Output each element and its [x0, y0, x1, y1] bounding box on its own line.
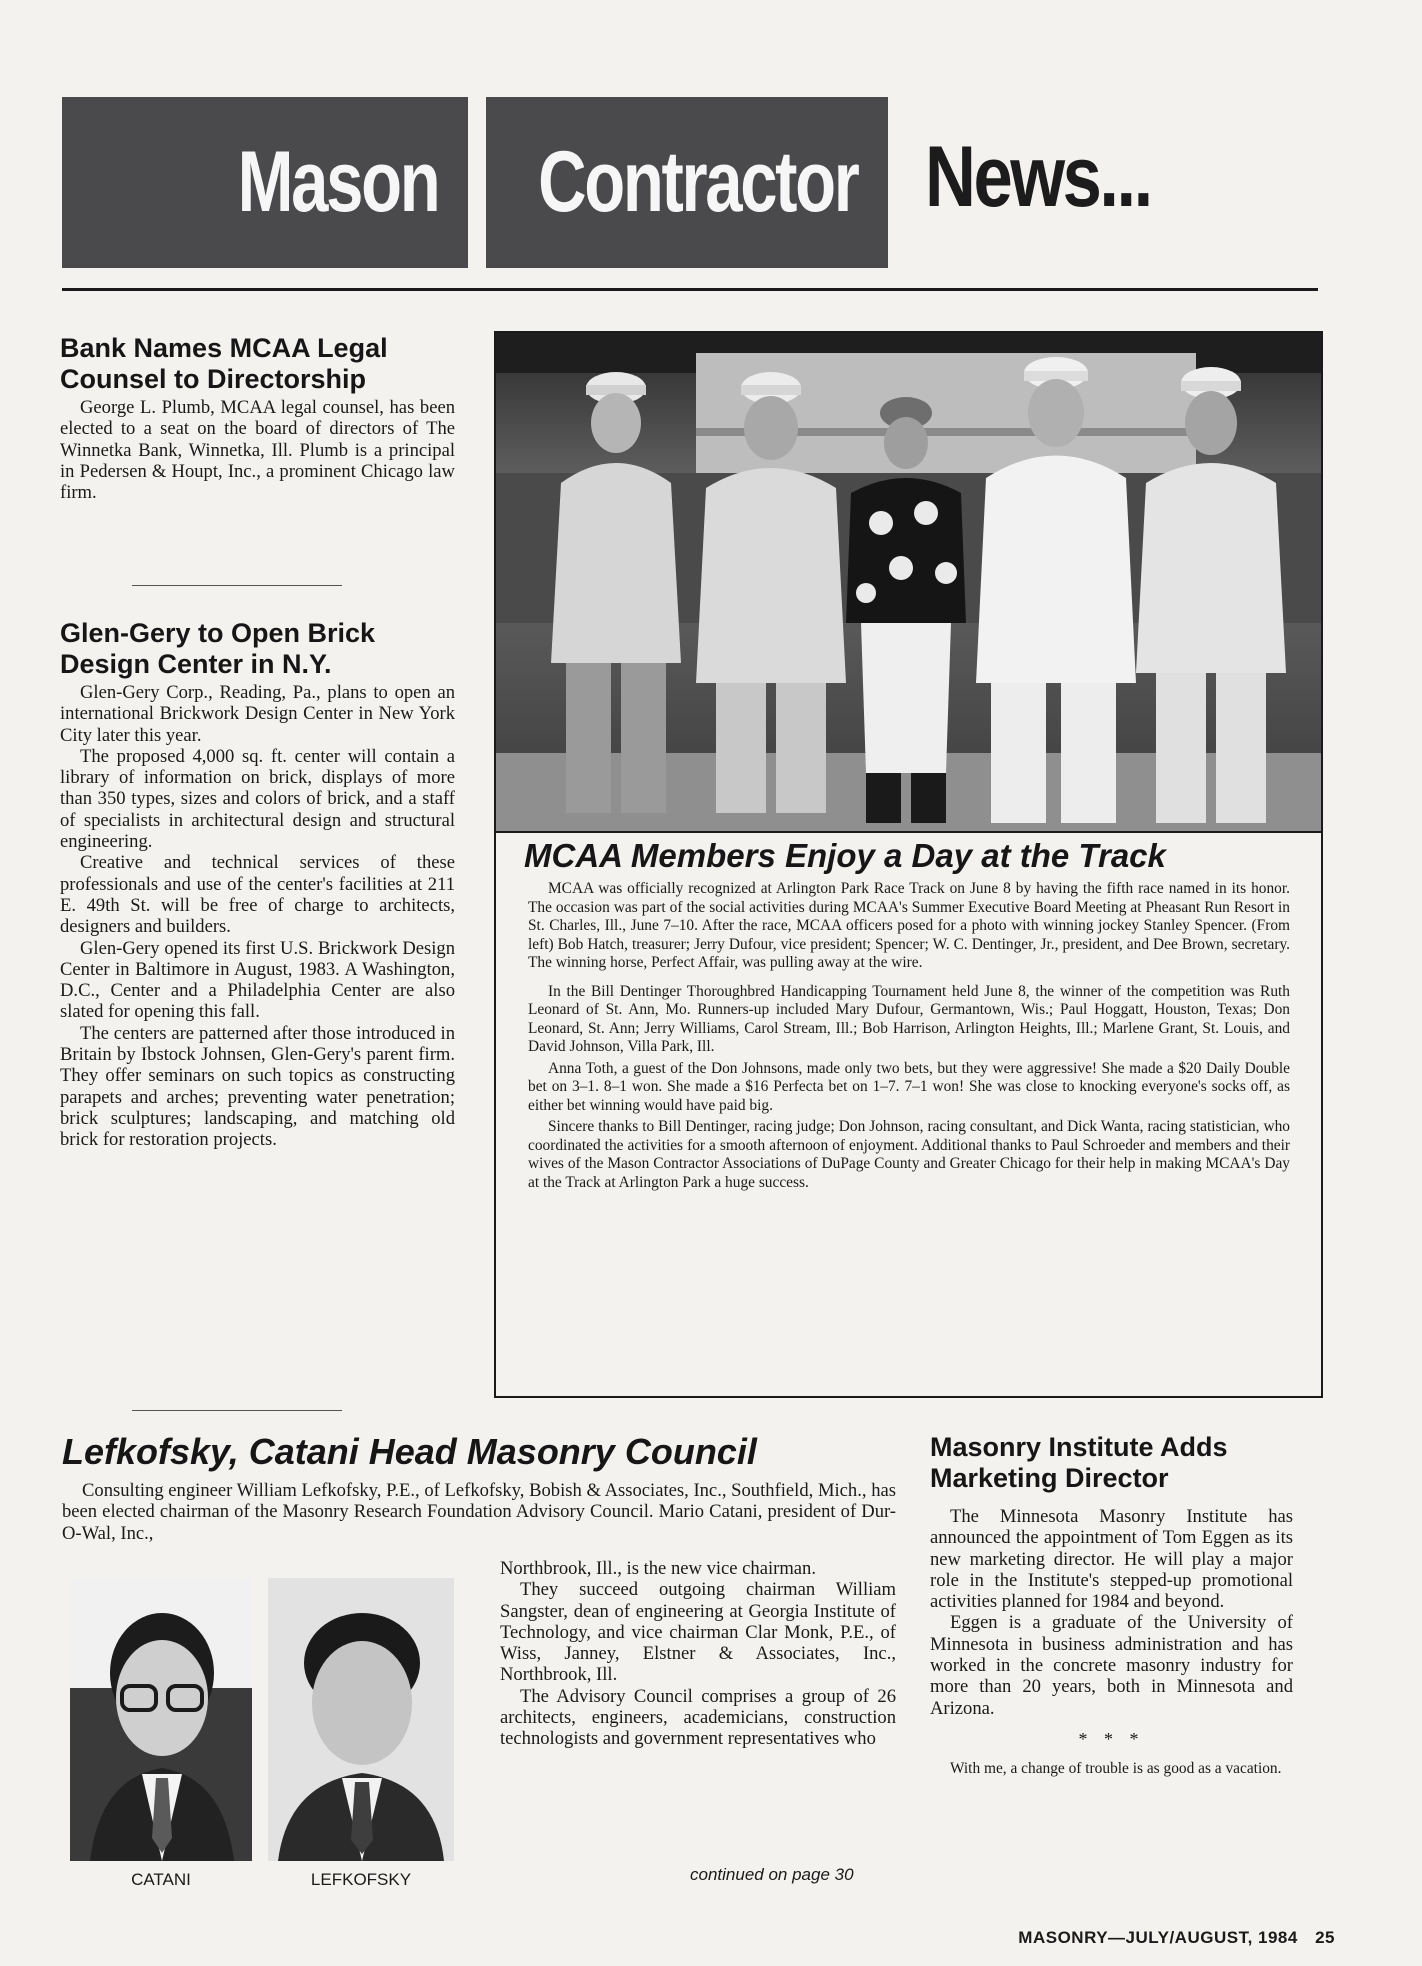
banner-rule — [62, 288, 1318, 291]
paragraph: In the Bill Dentinger Thoroughbred Handicapping Tournament held June 8, the winner of the competition was Ruth Leonard of St. Ann, Mo. Runners-up included Mary Dufour, Germantown, Wis.; Paul Hoggatt, Houston, Texas; Don Leonard, St. Ann; Jerry Williams, Carol Stream, Ill.; Bob Harrison, Arlington Heights, Ill.; Marlene Grant, St. Louis, and David Johnson, Villa Park, Ill. — [528, 982, 1290, 1055]
footer-publication: MASONRY—JULY/AUGUST, 1984 — [1018, 1928, 1298, 1947]
footer-page-number: 25 — [1315, 1928, 1335, 1947]
banner-word-news: News... — [925, 129, 1151, 225]
catani-photo — [70, 1578, 252, 1861]
lefkofsky-photo — [268, 1578, 454, 1861]
paragraph: Glen-Gery opened its first U.S. Brickwork Design Center in Baltimore in August, 1983. A Washington, D.C., Center and a Philadelphia Center are also slated for opening this fall. — [60, 937, 455, 1023]
article-bank-body — [60, 397, 455, 503]
paragraph: The proposed 4,000 sq. ft. center will contain a library of information on brick, displays of more than 350 types, sizes and colors of brick, and a staff of specialists in architectural design and structural engineering. — [60, 745, 455, 853]
article-council-headline: Lefkofsky, Catani Head Masonry Council — [62, 1431, 757, 1472]
paragraph: Consulting engineer William Lefkofsky, P.E., of Lefkofsky, Bobish & Associates, Inc., Southfield, Mich., has been elected chairman of the Masonry Research Foundation Advisory Council. Mario Catani, president of Dur-O-Wal, Inc., — [62, 1480, 896, 1544]
article-institute-headline: Masonry Institute Adds Marketing Director — [930, 1432, 1228, 1493]
paragraph: Northbrook, Ill., is the new vice chairman. — [500, 1558, 817, 1579]
article-bank — [60, 333, 455, 503]
lefkofsky-portrait — [268, 1578, 454, 1861]
article-glengery-body — [60, 682, 455, 1151]
track-photo — [494, 331, 1323, 833]
paragraph: The Minnesota Masonry Institute has announced the appointment of Tom Eggen as its new marketing director. He will play a major role in the Institute's stepped-up promotional activities planned for 1984 and beyond. — [930, 1506, 1293, 1613]
article-glengery-headline: Glen-Gery to Open Brick Design Center in N.Y. — [60, 618, 376, 679]
paragraph: MCAA was officially recognized at Arlington Park Race Track on June 8 by having the fifth race named in its honor. The occasion was part of the social activities during MCAA's Summer Executive Board Meeting at Pheasant Run Resort in St. Charles, Ill., June 7–10. After the race, MCAA officers posed for a photo with winning jockey Stanley Spencer. (From left) Bob Hatch, treasurer; Jerry Dufour, vice president; Spencer; W. C. Dentinger, Jr., president, and Dee Brown, secretary. The winning horse, Perfect Affair, was pulling away at the wire. — [528, 880, 1290, 971]
continued-note: continued on page 30 — [690, 1865, 854, 1884]
divider — [132, 1410, 342, 1411]
paragraph: Glen-Gery Corp., Reading, Pa., plans to open an international Brickwork Design Center in New York City later this year. — [60, 682, 455, 746]
article-council-lead — [62, 1480, 896, 1544]
paragraph: Sincere thanks to Bill Dentinger, racing judge; Don Johnson, racing consultant, and Dick Wanta, racing statistician, who coordinated the activities for a smooth afternoon of enjoyment. Additional thanks to Paul Schroeder and members and their wives of the Mason Contractor Associations of DuPage County and Greater Chicago for their help in making MCAA's Day at the Track at Arlington Park a huge success. — [528, 1118, 1290, 1191]
banner-contractor-box — [486, 97, 888, 268]
separator-stars: * * * — [1078, 1728, 1145, 1749]
paragraph: Eggen is a graduate of the University of Minnesota in business administration and has worked in the concrete masonry industry for more than 20 years, both in Minnesota and Arizona. — [930, 1612, 1293, 1719]
article-glengery — [60, 618, 455, 1151]
catani-portrait — [70, 1578, 252, 1861]
article-track-headline: MCAA Members Enjoy a Day at the Track — [524, 837, 1166, 874]
paragraph: The centers are patterned after those introduced in Britain by Ibstock Johnsen, Glen-Gery's parent firm. They offer seminars on such topics as constructing parapets and arches; preventing water penetration; brick sculptures; landscaping, and matching old brick for restoration projects. — [60, 1022, 455, 1151]
article-bank-headline: Bank Names MCAA Legal Counsel to Directorship — [60, 333, 388, 394]
article-council-body — [500, 1558, 896, 1750]
paragraph: The Advisory Council comprises a group of 26 architects, engineers, academicians, construction technologists and government representatives who — [500, 1685, 896, 1750]
article-track-body — [528, 880, 1290, 1195]
catani-label: CATANI — [131, 1870, 191, 1889]
quip — [930, 1760, 1293, 1779]
track-photo-image — [496, 333, 1321, 831]
lefkofsky-label: LEFKOFSKY — [310, 1870, 412, 1889]
quip-text: With me, a change of trouble is as good as a vacation. — [950, 1759, 1282, 1777]
divider — [132, 585, 342, 586]
banner-word-contractor: Contractor — [538, 134, 858, 230]
banner-word-mason: Mason — [237, 134, 438, 230]
paragraph: Creative and technical services of these professionals and use of the center's facilities at 211 E. 49th St. will be free of charge to architects, designers and builders. — [60, 852, 455, 938]
page-footer — [965, 1928, 1335, 1948]
banner-news — [925, 128, 1225, 238]
paragraph: They succeed outgoing chairman William Sangster, dean of engineering at Georgia Institute of Technology, and vice chairman Clar Monk, P.E., of Wiss, Janney, Elstner & Associates, Inc., Northbrook, Ill. — [500, 1579, 896, 1686]
paragraph: Anna Toth, a guest of the Don Johnsons, made only two bets, but they were aggressive! She made a $20 Daily Double bet on 3–1. 8–1 won. She made a $16 Perfecta bet on 1–7. 7–1 won! She was close to knocking everyone's socks off, as either bet winning would have paid big. — [528, 1059, 1290, 1114]
banner-mason-box — [62, 97, 468, 268]
article-institute-body — [930, 1506, 1293, 1719]
paragraph: George L. Plumb, MCAA legal counsel, has been elected to a seat on the board of directors of The Winnetka Bank, Winnetka, Ill. Plumb is a principal in Pedersen & Houpt, Inc., a prominent Chicago law firm. — [60, 397, 455, 504]
article-institute — [930, 1432, 1293, 1781]
